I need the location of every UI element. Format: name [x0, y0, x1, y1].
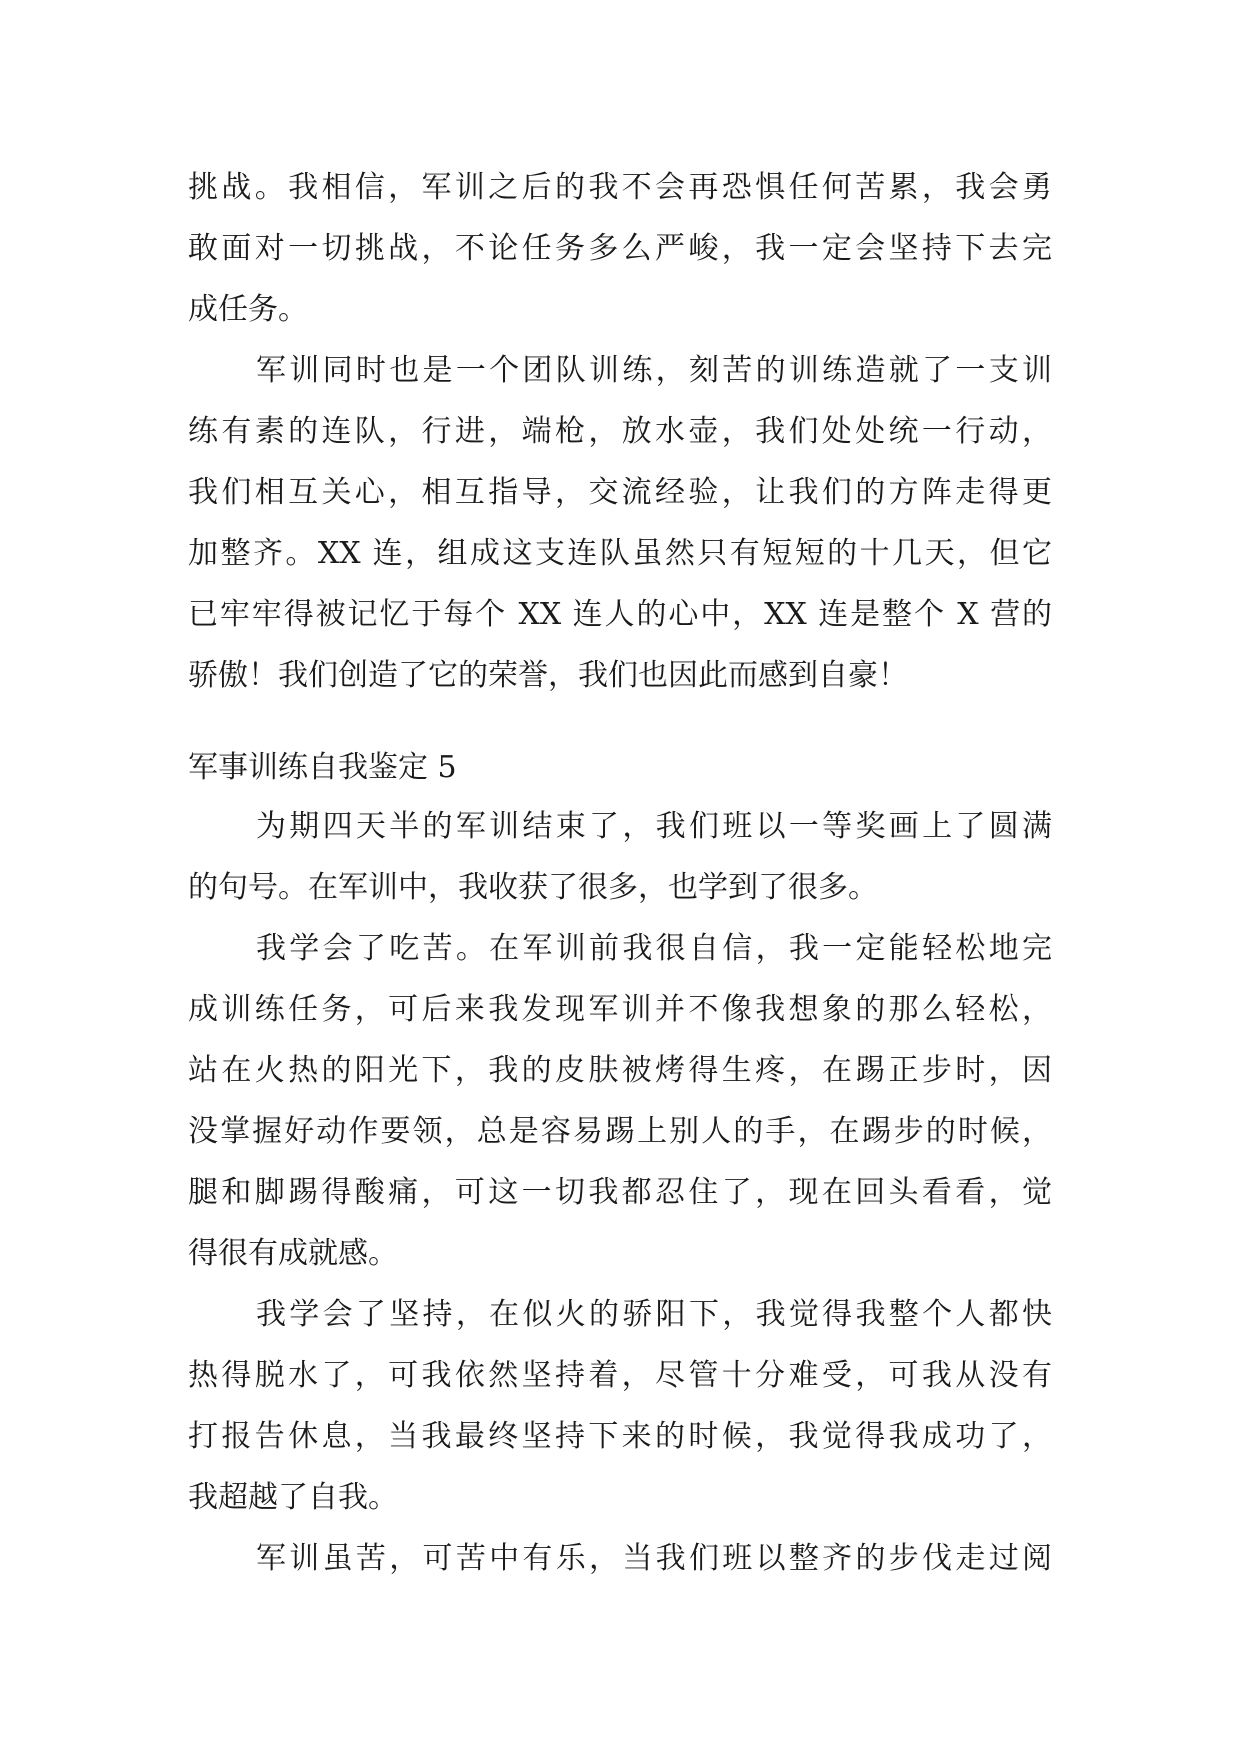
paragraph-line — [0, 341, 1241, 401]
paragraph-line — [0, 858, 1241, 918]
paragraph-line — [0, 646, 1241, 706]
line-text: 成任务。 — [188, 292, 308, 327]
line-text: 骄傲！我们创造了它的荣誉，我们也因此而感到自豪！ — [188, 658, 908, 693]
paragraph-line — [0, 585, 1241, 645]
line-text: 热得脱水了，可我依然坚持着，尽管十分难受，可我从没有 — [188, 1358, 1052, 1393]
line-text: 站在火热的阳光下，我的皮肤被烤得生疼，在踢正步时，因 — [188, 1053, 1052, 1088]
line-text: 军训同时也是一个团队训练，刻苦的训练造就了一支训 — [256, 353, 1052, 388]
line-text: 打报告休息，当我最终坚持下来的时候，我觉得我成功了， — [188, 1419, 1052, 1454]
section-heading — [0, 738, 1241, 798]
line-text: 加整齐。XX 连，组成这支连队虽然只有短短的十几天，但它 — [188, 536, 1052, 571]
heading-text: 军事训练自我鉴定 5 — [188, 750, 457, 785]
line-text: 敢面对一切挑战，不论任务多么严峻，我一定会坚持下去完 — [188, 231, 1052, 266]
paragraph-line — [0, 1041, 1241, 1101]
paragraph-line — [0, 1407, 1241, 1467]
line-text: 已牢牢得被记忆于每个 XX 连人的心中，XX 连是整个 X 营的 — [188, 597, 1052, 632]
line-text: 为期四天半的军训结束了，我们班以一等奖画上了圆满 — [256, 809, 1052, 844]
paragraph-line — [0, 524, 1241, 584]
paragraph-line — [0, 1102, 1241, 1162]
line-text: 我们相互关心，相互指导，交流经验，让我们的方阵走得更 — [188, 475, 1052, 510]
line-text: 我学会了吃苦。在军训前我很自信，我一定能轻松地完 — [256, 931, 1052, 966]
paragraph-line — [0, 980, 1241, 1040]
paragraph-line — [0, 1346, 1241, 1406]
paragraph-line — [0, 402, 1241, 462]
line-text: 得很有成就感。 — [188, 1236, 398, 1271]
line-text: 的句号。在军训中，我收获了很多，也学到了很多。 — [188, 870, 878, 905]
line-text: 挑战。我相信，军训之后的我不会再恐惧任何苦累，我会勇 — [188, 170, 1052, 205]
paragraph-line — [0, 1285, 1241, 1345]
line-text: 成训练任务，可后来我发现军训并不像我想象的那么轻松， — [188, 992, 1052, 1027]
paragraph-line — [0, 1224, 1241, 1284]
paragraph-line — [0, 919, 1241, 979]
line-text: 我学会了坚持，在似火的骄阳下，我觉得我整个人都快 — [256, 1297, 1052, 1332]
paragraph-line — [0, 797, 1241, 857]
line-text: 腿和脚踢得酸痛，可这一切我都忍住了，现在回头看看，觉 — [188, 1175, 1052, 1210]
paragraph-line — [0, 463, 1241, 523]
line-text: 练有素的连队，行进，端枪，放水壶，我们处处统一行动， — [188, 414, 1052, 449]
paragraph-line — [0, 280, 1241, 340]
paragraph-line — [0, 1163, 1241, 1223]
paragraph-line — [0, 1468, 1241, 1528]
line-text: 军训虽苦，可苦中有乐，当我们班以整齐的步伐走过阅 — [256, 1541, 1052, 1576]
paragraph-line — [0, 219, 1241, 279]
line-text: 我超越了自我。 — [188, 1480, 398, 1515]
paragraph-line — [0, 158, 1241, 218]
line-text: 没掌握好动作要领，总是容易踢上别人的手，在踢步的时候， — [188, 1114, 1052, 1149]
paragraph-line — [0, 1529, 1241, 1589]
